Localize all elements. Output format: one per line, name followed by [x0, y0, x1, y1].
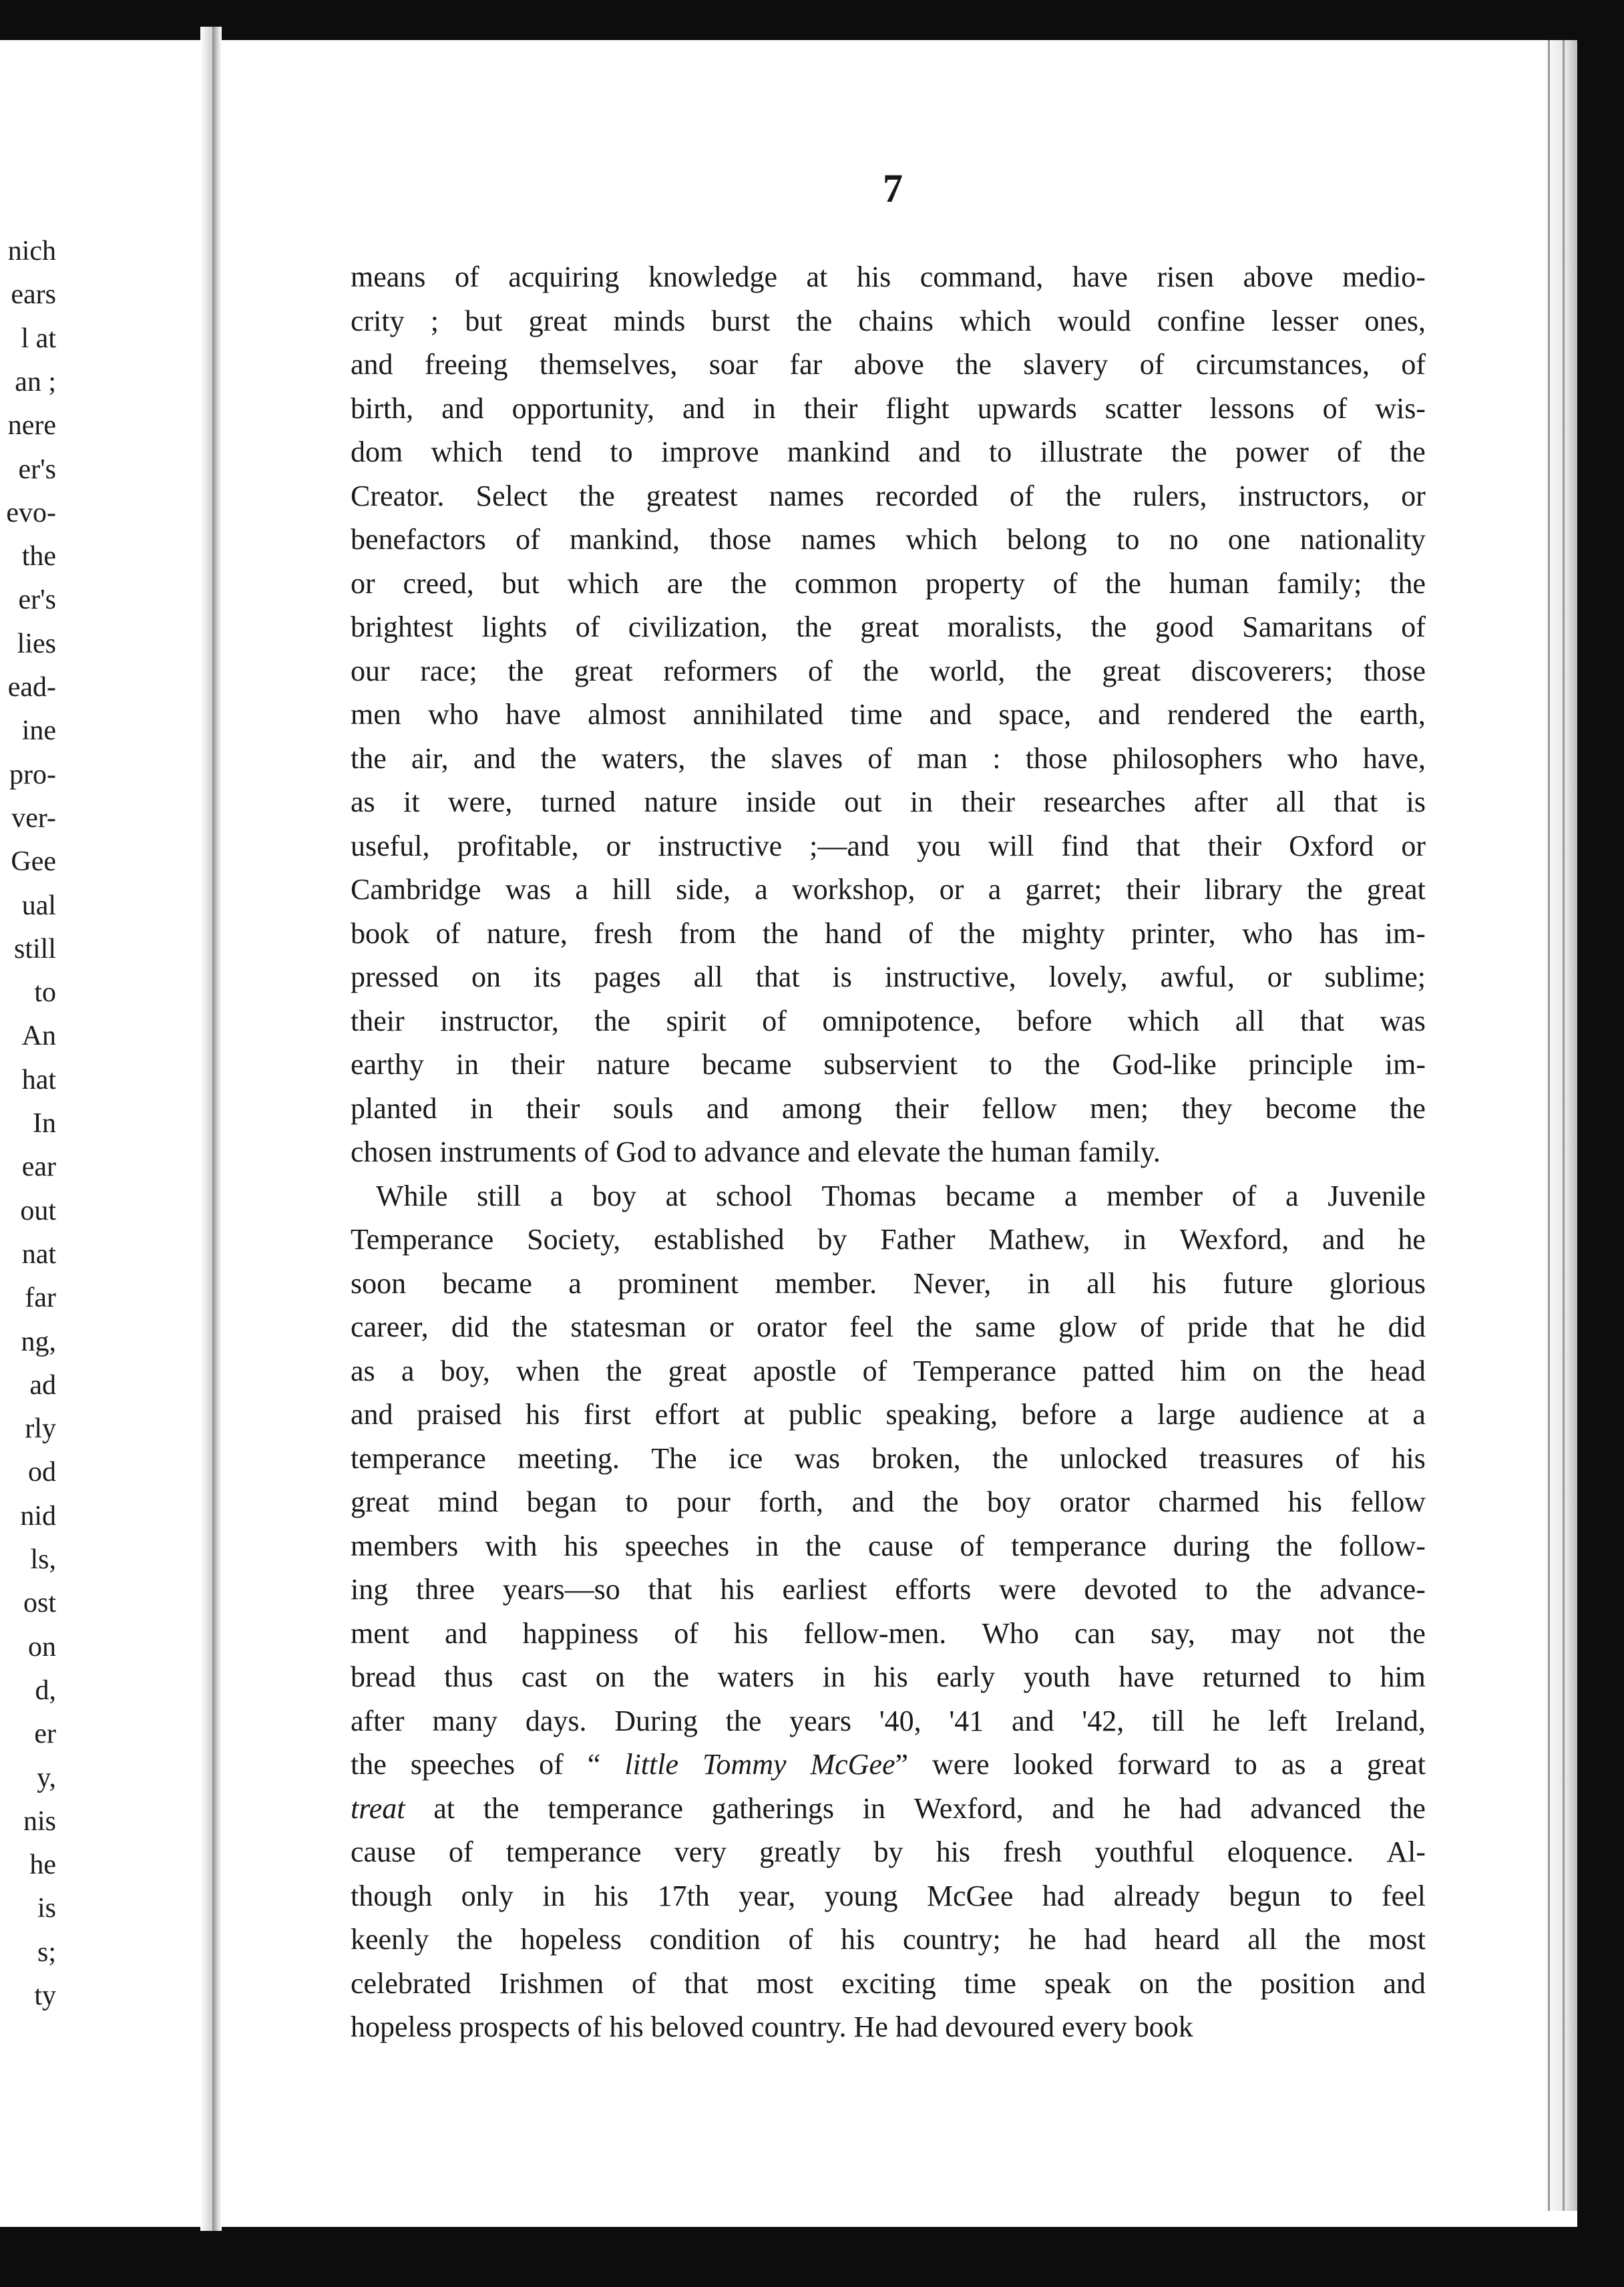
text-line: temperance meeting. The ice was broken, the unlocked treasures of his	[351, 1441, 1426, 1475]
text-line: pressed on its pages all that is instructive, lovely, awful, or sublime;	[351, 960, 1426, 993]
text-line: members with his speeches in the cause of temperance during the follow-	[351, 1529, 1426, 1562]
text-line: their instructor, the spirit of omnipotence, before which all that was	[351, 1004, 1426, 1037]
facing-page-fragment: s;	[37, 1936, 56, 1968]
text-line: cause of temperance very greatly by his fresh youthful eloquence. Al-	[351, 1835, 1426, 1868]
text-line: though only in his 17th year, young McGee had already begun to feel	[351, 1879, 1426, 1912]
text-line: chosen instruments of God to advance and elevate the human family.	[351, 1135, 1161, 1168]
page-edge-line	[1548, 40, 1550, 2211]
text-line: and freeing themselves, soar far above the slavery of circumstances, of	[351, 348, 1426, 381]
facing-page-fragment: l at	[21, 323, 56, 354]
page-number: 7	[883, 166, 903, 210]
facing-page-fragment: er's	[18, 454, 56, 485]
facing-page-fragment: An	[21, 1021, 56, 1052]
facing-page-fragment: ost	[23, 1588, 56, 1619]
facing-page-fragment: on	[28, 1631, 56, 1662]
facing-page-fragment: ls,	[30, 1544, 56, 1575]
text-line: Creator. Select the greatest names recorded of the rulers, instructors, or	[351, 479, 1426, 512]
facing-page-fragment: Gee	[11, 846, 56, 878]
facing-page-fragment: ear	[21, 1152, 56, 1183]
text-line: soon became a prominent member. Never, in all his future glorious	[351, 1266, 1426, 1300]
facing-page-fragment: he	[29, 1850, 56, 1881]
facing-page-fragment: nid	[20, 1500, 56, 1532]
text-line: benefactors of mankind, those names which belong to no one nationality	[351, 523, 1426, 556]
text-line: Cambridge was a hill side, a workshop, or a garret; their library the great	[351, 873, 1426, 906]
body-text	[351, 255, 1426, 2049]
facing-page-fragment: hat	[21, 1064, 56, 1095]
facing-page-fragment: nat	[21, 1238, 56, 1270]
text-line: the air, and the waters, the slaves of man : those philosophers who have,	[351, 741, 1426, 775]
facing-page-fragment: d,	[35, 1675, 56, 1706]
text-line: the speeches of “ little Tommy McGee” were looked forward to as a great	[351, 1748, 1426, 1781]
facing-page-fragment: ead-	[7, 672, 56, 703]
scan-bottom-border	[0, 2227, 1624, 2287]
text-line: great mind began to pour forth, and the boy orator charmed his fellow	[351, 1485, 1426, 1518]
text-line: career, did the statesman or orator feel the same glow of pride that he did	[351, 1310, 1426, 1343]
text-line: hopeless prospects of his beloved country. He had devoured every book	[351, 2010, 1193, 2043]
binding-gutter	[212, 27, 222, 2231]
text-line: dom which tend to improve mankind and to illustrate the power of the	[351, 435, 1426, 468]
facing-page-fragment: ver-	[11, 802, 56, 834]
text-line: as a boy, when the great apostle of Temperance patted him on the head	[351, 1354, 1426, 1387]
facing-page-fragment: ual	[21, 890, 56, 921]
text-line: men who have almost annihilated time and space, and rendered the earth,	[351, 698, 1426, 731]
text-line: Temperance Society, established by Father Mathew, in Wexford, and he	[351, 1223, 1426, 1256]
text-line: treat at the temperance gatherings in Wexford, and he had advanced the	[351, 1791, 1426, 1825]
facing-page-fragment: ine	[21, 715, 56, 747]
facing-page-fragment: y,	[37, 1762, 56, 1793]
page-edge-line	[1563, 40, 1565, 2211]
facing-page-fragment: evo-	[6, 497, 56, 528]
facing-page-fragment: out	[20, 1195, 56, 1226]
text-line: or creed, but which are the common property of the human family; the	[351, 566, 1426, 600]
facing-page-fragment: er's	[18, 584, 56, 616]
text-line: birth, and opportunity, and in their flight upwards scatter lessons of wis-	[351, 391, 1426, 425]
text-line: keenly the hopeless condition of his country; he had heard all the most	[351, 1923, 1426, 1956]
facing-page-fragment: still	[13, 933, 56, 964]
facing-page-fragments	[0, 237, 61, 2107]
facing-page-fragment: rly	[25, 1413, 56, 1445]
facing-page-fragment: In	[33, 1108, 56, 1139]
text-line: While still a boy at school Thomas became a member of a Juvenile	[376, 1179, 1426, 1212]
text-line: book of nature, fresh from the hand of the mighty printer, who has im-	[351, 916, 1426, 950]
text-line: after many days. During the years '40, '41 and '42, till he left Ireland,	[351, 1704, 1426, 1737]
text-line: bread thus cast on the waters in his early youth have returned to him	[351, 1660, 1426, 1693]
facing-page-fragment: ty	[34, 1980, 56, 2011]
text-line: celebrated Irishmen of that most exciting time speak on the position and	[351, 1966, 1426, 2000]
facing-page-fragment: the	[21, 541, 56, 572]
scan-top-border	[0, 0, 1624, 40]
facing-page-fragment: ad	[29, 1369, 56, 1401]
facing-page-fragment: nere	[7, 410, 56, 442]
text-line: crity ; but great minds burst the chains which would confine lesser ones,	[351, 304, 1426, 337]
facing-page-fragment: nich	[7, 237, 56, 267]
text-line: earthy in their nature became subservient to the God-like principle im-	[351, 1048, 1426, 1081]
facing-page-fragment: nis	[23, 1805, 56, 1837]
text-line: ment and happiness of his fellow-men. Who can say, may not the	[351, 1616, 1426, 1650]
text-line: useful, profitable, or instructive ;—and you will find that their Oxford or	[351, 829, 1426, 862]
facing-page-fragment: is	[37, 1893, 56, 1924]
facing-page-fragment: er	[34, 1719, 56, 1750]
facing-page-fragment: pro-	[9, 759, 56, 790]
text-line: and praised his first effort at public speaking, before a large audience at a	[351, 1398, 1426, 1431]
text-line: means of acquiring knowledge at his command, have risen above medio-	[351, 260, 1426, 293]
facing-page-fragment: far	[25, 1282, 56, 1314]
scan-right-border	[1577, 0, 1624, 2287]
text-line: ing three years—so that his earliest efforts were devoted to the advance-	[351, 1573, 1426, 1606]
facing-page-fragment: an ;	[15, 366, 56, 397]
text-line: planted in their souls and among their fellow men; they become the	[351, 1091, 1426, 1125]
binding-shadow	[200, 27, 212, 2231]
text-line: brightest lights of civilization, the great moralists, the good Samaritans of	[351, 610, 1426, 643]
facing-page-fragment: lies	[17, 628, 56, 659]
facing-page-fragment: ears	[11, 279, 56, 311]
facing-page-fragment: ng,	[21, 1326, 56, 1357]
text-line: as it were, turned nature inside out in their researches after all that is	[351, 785, 1426, 818]
facing-page-fragment: to	[34, 977, 56, 1009]
facing-page-fragment: od	[28, 1457, 56, 1488]
text-line: our race; the great reformers of the world, the great discoverers; those	[351, 654, 1426, 687]
